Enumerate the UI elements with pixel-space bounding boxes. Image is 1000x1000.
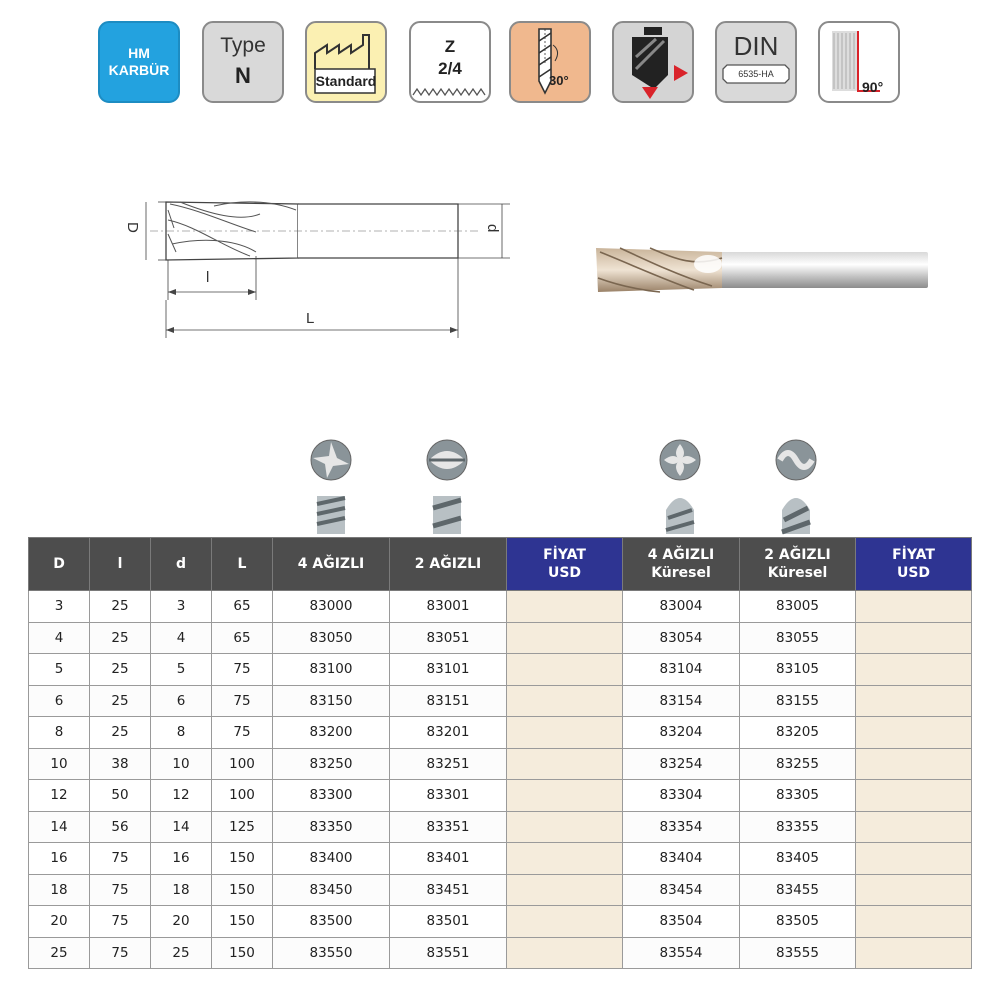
cell-L: 65 bbox=[212, 591, 273, 623]
cell-D: 18 bbox=[29, 874, 90, 906]
cell-2-flute-code: 83251 bbox=[390, 748, 507, 780]
feature-badges bbox=[98, 21, 900, 105]
helix-angle-badge bbox=[509, 21, 591, 103]
cell-price-2 bbox=[856, 874, 972, 906]
table-header-row bbox=[29, 538, 972, 591]
cell-l: 75 bbox=[90, 937, 151, 969]
table-row bbox=[29, 591, 972, 623]
cell-price-2 bbox=[856, 937, 972, 969]
cell-d: 14 bbox=[151, 811, 212, 843]
cell-4-flute-ball-code: 83554 bbox=[623, 937, 740, 969]
cell-2-flute-ball-code: 83305 bbox=[740, 780, 856, 812]
dim-l-label: l bbox=[206, 269, 210, 286]
technical-drawing bbox=[110, 180, 530, 340]
cell-2-flute-ball-code: 83105 bbox=[740, 654, 856, 686]
cell-4-flute-ball-code: 83004 bbox=[623, 591, 740, 623]
standard-badge bbox=[305, 21, 387, 103]
cell-d: 20 bbox=[151, 906, 212, 938]
header-4-flute-ball-line2: Küresel bbox=[651, 565, 711, 581]
cell-l: 25 bbox=[90, 717, 151, 749]
cell-2-flute-code: 83001 bbox=[390, 591, 507, 623]
helix-drill-icon bbox=[511, 23, 589, 101]
cell-L: 75 bbox=[212, 685, 273, 717]
table-row bbox=[29, 874, 972, 906]
header-L: L bbox=[212, 538, 273, 591]
cell-2-flute-code: 83551 bbox=[390, 937, 507, 969]
cell-price-2 bbox=[856, 654, 972, 686]
cell-2-flute-code: 83401 bbox=[390, 843, 507, 875]
cell-4-flute-code: 83100 bbox=[273, 654, 390, 686]
cell-d: 4 bbox=[151, 622, 212, 654]
cell-L: 75 bbox=[212, 717, 273, 749]
type-n-badge bbox=[202, 21, 284, 103]
cell-l: 75 bbox=[90, 843, 151, 875]
serration-icon bbox=[411, 23, 489, 101]
din-norm-badge bbox=[715, 21, 797, 103]
cell-l: 25 bbox=[90, 685, 151, 717]
cell-L: 150 bbox=[212, 874, 273, 906]
cell-2-flute-ball-code: 83555 bbox=[740, 937, 856, 969]
cell-d: 3 bbox=[151, 591, 212, 623]
type-label: Type bbox=[220, 34, 266, 57]
cell-price-1 bbox=[507, 654, 623, 686]
carbide-badge-line2: KARBÜR bbox=[108, 62, 170, 78]
header-2-flute-ball-line1: 2 AĞIZLI bbox=[764, 547, 831, 563]
cell-4-flute-ball-code: 83054 bbox=[623, 622, 740, 654]
factory-icon bbox=[307, 23, 385, 101]
cell-4-flute-ball-code: 83104 bbox=[623, 654, 740, 686]
cell-price-2 bbox=[856, 780, 972, 812]
helix-angle-value: 30° bbox=[549, 73, 569, 88]
table-row bbox=[29, 717, 972, 749]
cell-L: 150 bbox=[212, 906, 273, 938]
header-4-flute-ball bbox=[623, 538, 740, 591]
corner-angle-value: 90° bbox=[862, 79, 884, 95]
cell-L: 65 bbox=[212, 622, 273, 654]
cell-4-flute-code: 83300 bbox=[273, 780, 390, 812]
cell-D: 25 bbox=[29, 937, 90, 969]
cell-2-flute-ball-code: 83205 bbox=[740, 717, 856, 749]
cell-2-flute-code: 83101 bbox=[390, 654, 507, 686]
carbide-badge-line1: HM bbox=[128, 45, 150, 61]
cell-4-flute-code: 83000 bbox=[273, 591, 390, 623]
header-price-2 bbox=[856, 538, 972, 591]
cell-L: 150 bbox=[212, 843, 273, 875]
cell-2-flute-code: 83501 bbox=[390, 906, 507, 938]
header-2-flute-ball bbox=[740, 538, 856, 591]
cell-4-flute-code: 83350 bbox=[273, 811, 390, 843]
cell-D: 5 bbox=[29, 654, 90, 686]
cell-4-flute-ball-code: 83504 bbox=[623, 906, 740, 938]
cell-2-flute-ball-code: 83055 bbox=[740, 622, 856, 654]
cell-4-flute-code: 83450 bbox=[273, 874, 390, 906]
header-price-2-line2: USD bbox=[896, 565, 931, 581]
cell-price-1 bbox=[507, 906, 623, 938]
type-value: N bbox=[235, 63, 251, 88]
cell-price-1 bbox=[507, 937, 623, 969]
cell-2-flute-ball-code: 83155 bbox=[740, 685, 856, 717]
cell-D: 6 bbox=[29, 685, 90, 717]
dim-D-label: D bbox=[124, 222, 141, 233]
cell-4-flute-ball-code: 83454 bbox=[623, 874, 740, 906]
cell-price-1 bbox=[507, 685, 623, 717]
cell-price-1 bbox=[507, 780, 623, 812]
cell-4-flute-ball-code: 83154 bbox=[623, 685, 740, 717]
cell-d: 12 bbox=[151, 780, 212, 812]
cell-l: 56 bbox=[90, 811, 151, 843]
cell-4-flute-ball-code: 83404 bbox=[623, 843, 740, 875]
cell-price-1 bbox=[507, 811, 623, 843]
cell-4-flute-ball-code: 83304 bbox=[623, 780, 740, 812]
cell-l: 25 bbox=[90, 591, 151, 623]
table-row bbox=[29, 843, 972, 875]
table-row bbox=[29, 654, 972, 686]
cell-d: 16 bbox=[151, 843, 212, 875]
header-4-flute: 4 AĞIZLI bbox=[273, 538, 390, 591]
header-price-1 bbox=[507, 538, 623, 591]
cell-d: 5 bbox=[151, 654, 212, 686]
header-4-flute-ball-line1: 4 AĞIZLI bbox=[647, 547, 715, 563]
cell-2-flute-ball-code: 83255 bbox=[740, 748, 856, 780]
cell-L: 75 bbox=[212, 654, 273, 686]
table-row bbox=[29, 622, 972, 654]
cell-d: 10 bbox=[151, 748, 212, 780]
end-mill-4-flute-icon bbox=[301, 438, 361, 538]
end-mill-2-flute-icon bbox=[417, 438, 477, 538]
cell-l: 75 bbox=[90, 874, 151, 906]
cell-price-2 bbox=[856, 906, 972, 938]
cell-l: 38 bbox=[90, 748, 151, 780]
cell-price-2 bbox=[856, 591, 972, 623]
tolerance-icon bbox=[614, 23, 692, 101]
cell-4-flute-code: 83200 bbox=[273, 717, 390, 749]
cell-price-1 bbox=[507, 622, 623, 654]
cell-2-flute-ball-code: 83355 bbox=[740, 811, 856, 843]
corner-angle-badge bbox=[818, 21, 900, 103]
cell-D: 3 bbox=[29, 591, 90, 623]
header-d: d bbox=[151, 538, 212, 591]
cell-price-1 bbox=[507, 717, 623, 749]
header-2-flute-ball-line2: Küresel bbox=[767, 565, 828, 581]
cell-2-flute-code: 83351 bbox=[390, 811, 507, 843]
table-body bbox=[29, 591, 972, 969]
cell-price-1 bbox=[507, 843, 623, 875]
cell-2-flute-ball-code: 83005 bbox=[740, 591, 856, 623]
cell-l: 25 bbox=[90, 622, 151, 654]
cell-L: 150 bbox=[212, 937, 273, 969]
cell-2-flute-code: 83151 bbox=[390, 685, 507, 717]
cell-price-1 bbox=[507, 591, 623, 623]
cell-D: 8 bbox=[29, 717, 90, 749]
table-row bbox=[29, 937, 972, 969]
cell-2-flute-code: 83451 bbox=[390, 874, 507, 906]
cell-d: 8 bbox=[151, 717, 212, 749]
ball-mill-2-flute-icon bbox=[766, 438, 826, 538]
cell-D: 12 bbox=[29, 780, 90, 812]
square-corner-icon bbox=[820, 23, 898, 101]
carbide-badge bbox=[98, 21, 180, 103]
end-mill-photo bbox=[590, 238, 930, 298]
din-norm: 6535-HA bbox=[738, 69, 774, 79]
teeth-count-badge bbox=[409, 21, 491, 103]
cell-4-flute-code: 83400 bbox=[273, 843, 390, 875]
cell-4-flute-code: 83150 bbox=[273, 685, 390, 717]
table-row bbox=[29, 811, 972, 843]
table-row bbox=[29, 685, 972, 717]
standard-label: Standard bbox=[315, 73, 377, 89]
cell-L: 125 bbox=[212, 811, 273, 843]
cell-2-flute-ball-code: 83405 bbox=[740, 843, 856, 875]
header-price-1-line2: USD bbox=[547, 565, 582, 581]
cell-D: 10 bbox=[29, 748, 90, 780]
cell-price-1 bbox=[507, 874, 623, 906]
table-row bbox=[29, 748, 972, 780]
table-row bbox=[29, 906, 972, 938]
dim-L-label: L bbox=[306, 310, 315, 327]
cell-2-flute-code: 83301 bbox=[390, 780, 507, 812]
tolerance-badge bbox=[612, 21, 694, 103]
teeth-value: 2/4 bbox=[438, 59, 462, 78]
din-label: DIN bbox=[733, 31, 779, 61]
shank-icon bbox=[717, 23, 795, 101]
cell-price-1 bbox=[507, 748, 623, 780]
cell-4-flute-ball-code: 83204 bbox=[623, 717, 740, 749]
cell-4-flute-code: 83050 bbox=[273, 622, 390, 654]
table-row bbox=[29, 780, 972, 812]
header-2-flute: 2 AĞIZLI bbox=[390, 538, 507, 591]
cell-D: 14 bbox=[29, 811, 90, 843]
header-D: D bbox=[29, 538, 90, 591]
teeth-label: Z bbox=[444, 37, 456, 56]
cell-d: 25 bbox=[151, 937, 212, 969]
cell-4-flute-ball-code: 83354 bbox=[623, 811, 740, 843]
cell-2-flute-ball-code: 83455 bbox=[740, 874, 856, 906]
cell-d: 6 bbox=[151, 685, 212, 717]
header-price-1-line1: FİYAT bbox=[543, 547, 586, 563]
cell-2-flute-code: 83051 bbox=[390, 622, 507, 654]
spec-table bbox=[28, 537, 972, 969]
cell-L: 100 bbox=[212, 780, 273, 812]
header-price-2-line1: FİYAT bbox=[892, 547, 935, 563]
cell-D: 20 bbox=[29, 906, 90, 938]
cell-price-2 bbox=[856, 622, 972, 654]
cell-D: 4 bbox=[29, 622, 90, 654]
cell-D: 16 bbox=[29, 843, 90, 875]
cell-price-2 bbox=[856, 748, 972, 780]
cell-4-flute-code: 83250 bbox=[273, 748, 390, 780]
cell-l: 50 bbox=[90, 780, 151, 812]
cell-l: 75 bbox=[90, 906, 151, 938]
cell-price-2 bbox=[856, 685, 972, 717]
cell-4-flute-code: 83500 bbox=[273, 906, 390, 938]
cell-2-flute-ball-code: 83505 bbox=[740, 906, 856, 938]
cell-4-flute-code: 83550 bbox=[273, 937, 390, 969]
ball-mill-4-flute-icon bbox=[650, 438, 710, 538]
header-l: l bbox=[90, 538, 151, 591]
cell-price-2 bbox=[856, 717, 972, 749]
cell-4-flute-ball-code: 83254 bbox=[623, 748, 740, 780]
dim-d-label: d bbox=[484, 224, 501, 233]
cell-price-2 bbox=[856, 843, 972, 875]
cell-d: 18 bbox=[151, 874, 212, 906]
cell-L: 100 bbox=[212, 748, 273, 780]
cell-l: 25 bbox=[90, 654, 151, 686]
cell-price-2 bbox=[856, 811, 972, 843]
cell-2-flute-code: 83201 bbox=[390, 717, 507, 749]
